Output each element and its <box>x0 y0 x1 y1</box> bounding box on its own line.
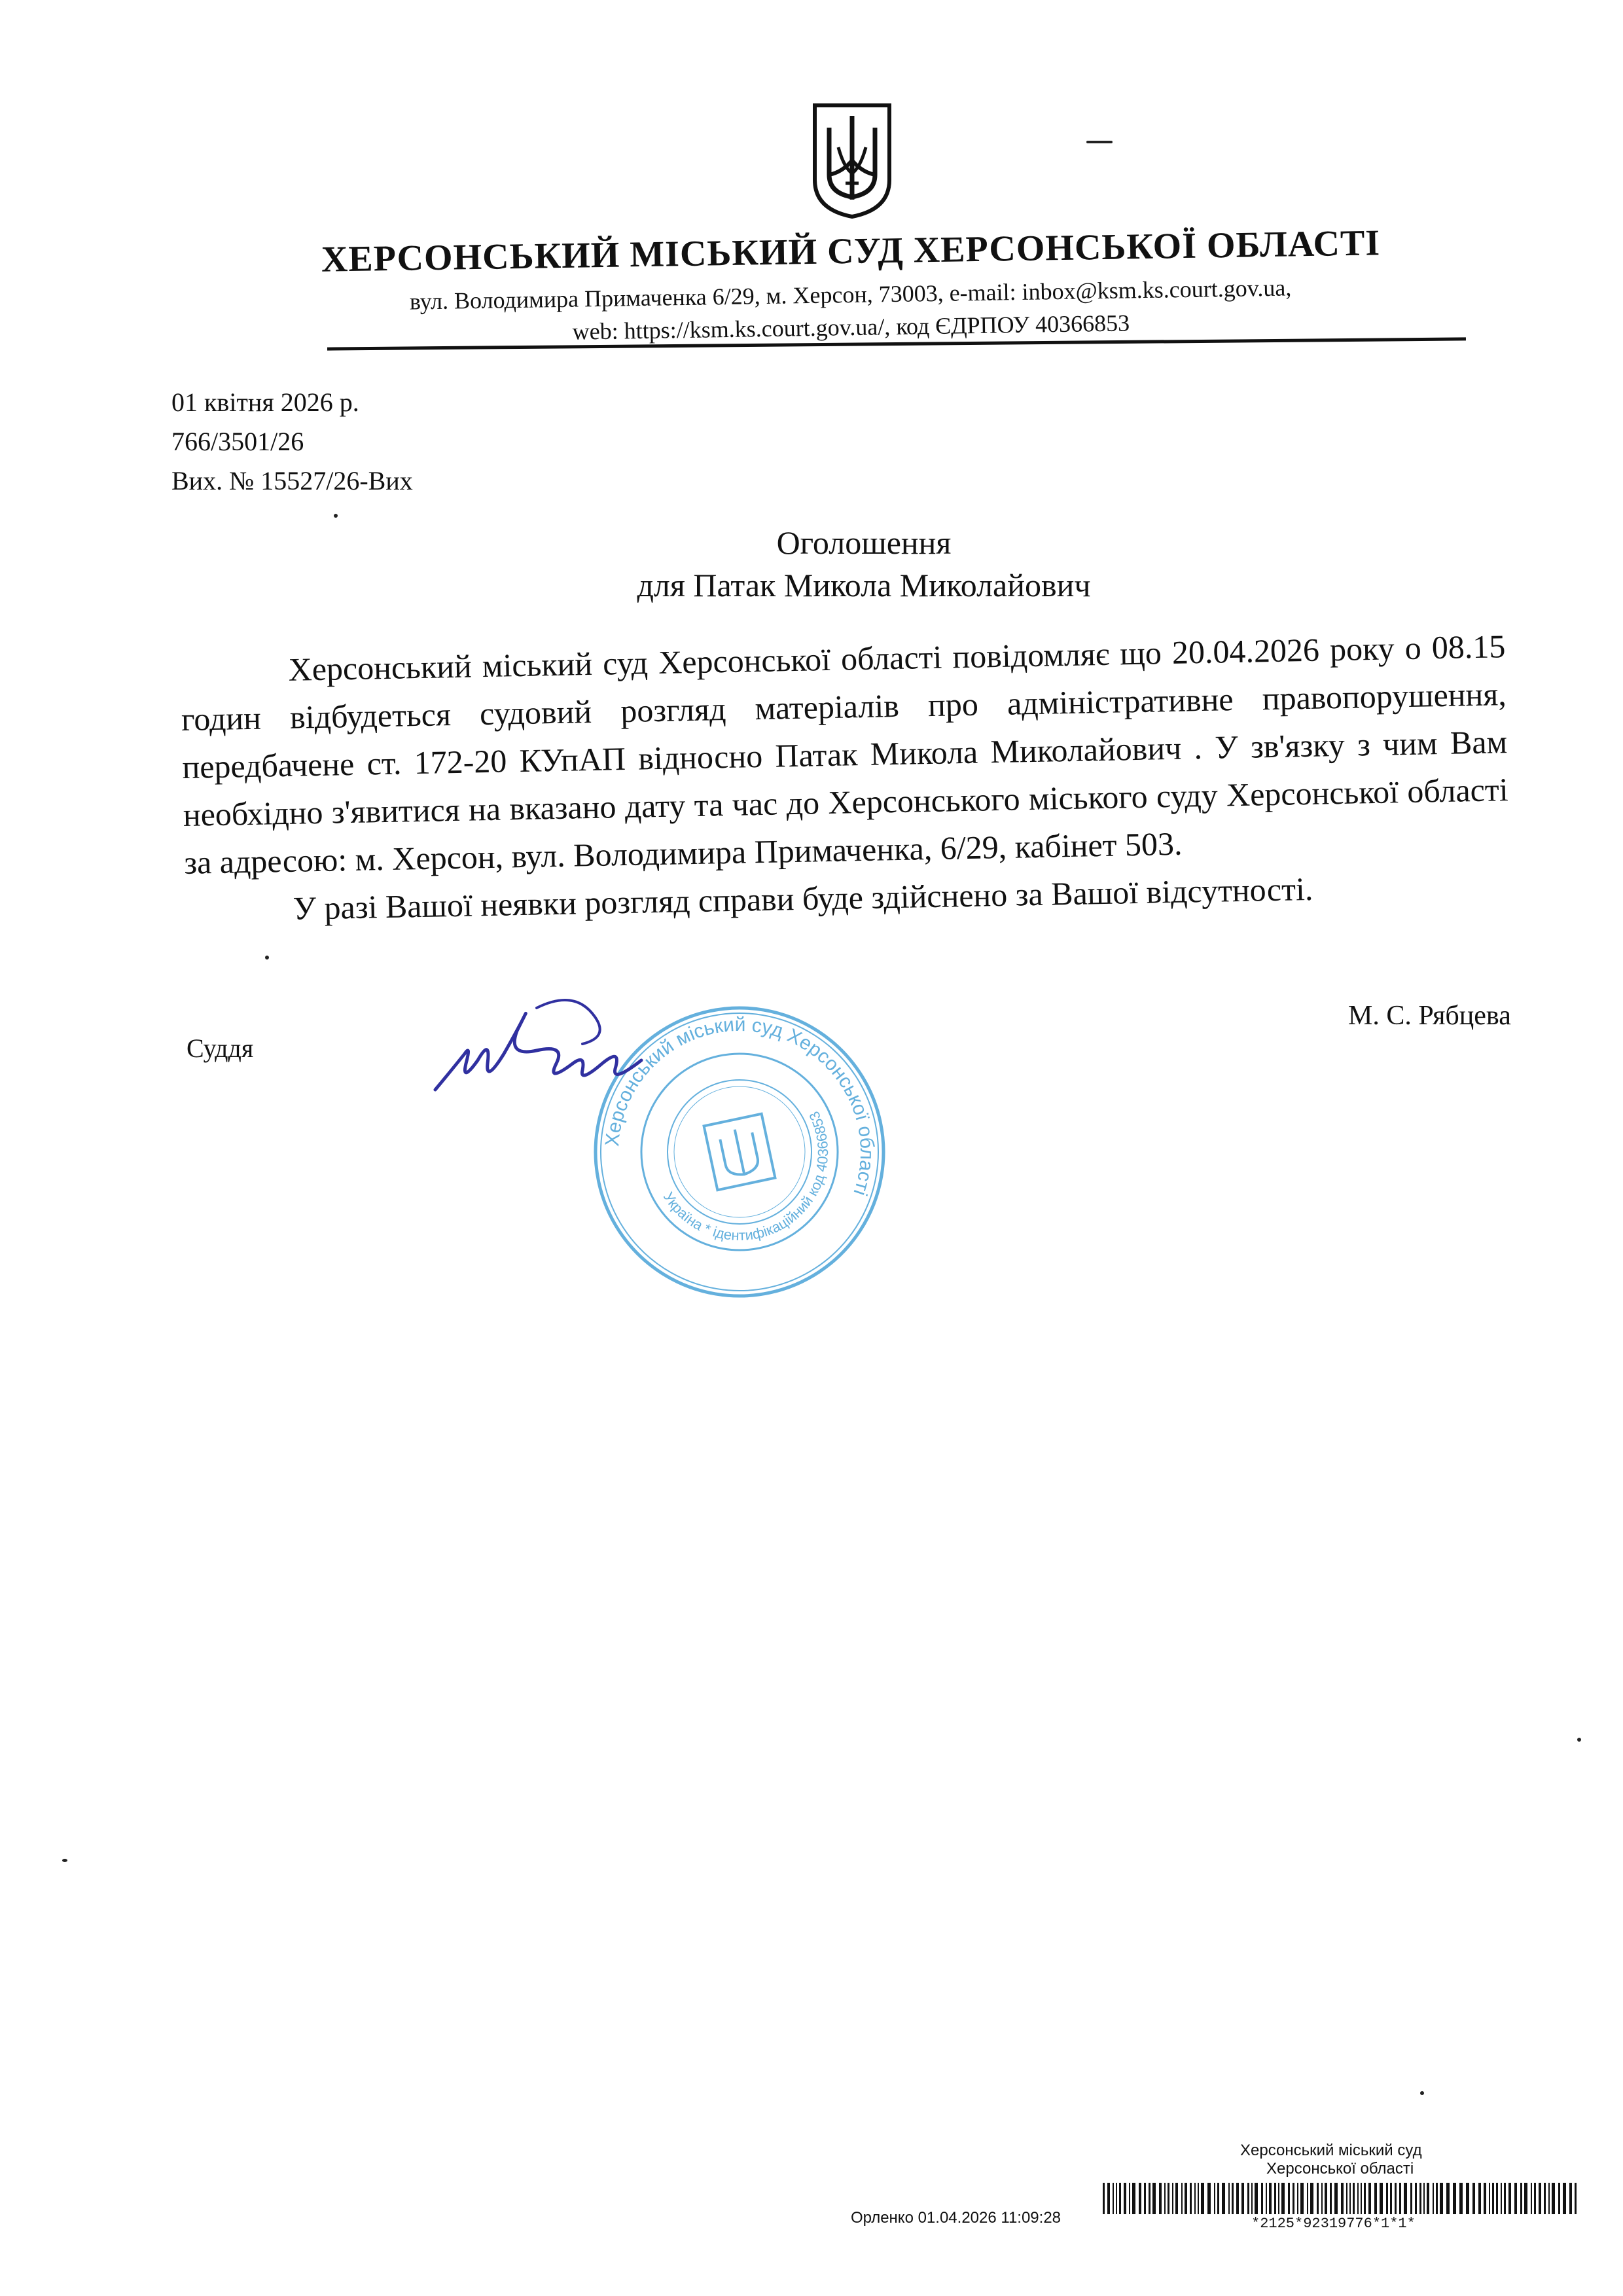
web-line: web: https://ksm.ks.court.gov.ua/, код ЄДРПОУ 40366853 <box>572 310 1130 345</box>
barcode-bar <box>1410 2183 1412 2214</box>
barcode-bar <box>1496 2183 1498 2214</box>
barcode-bar <box>1113 2183 1114 2214</box>
barcode-bar <box>1103 2183 1105 2214</box>
barcode-bar <box>1390 2183 1392 2214</box>
notice-paragraph: Херсонський міський суд Херсонської області повідомляє що 20.04.2026 року о 08.15 годин відбудеться судовий розгляд матеріалів про адміністративне правопорушення, передбачене ст. 172-20 КУпАП відносно Патак Микола Миколайович . У зв'язку з чим Вам необхідно з'явитися на вказано дату та час до Херсонського міського суду Херсонської області за адресою: м. Херсон, вул. Володимира Примаченка, 6/29, кабінет 503. <box>181 628 1509 881</box>
barcode-bar <box>1168 2183 1169 2214</box>
barcode-bar <box>1404 2183 1407 2214</box>
barcode-bar <box>1548 2183 1550 2214</box>
barcode-bar <box>1353 2183 1355 2214</box>
notice-addressee: для Патак Микола Миколайович <box>637 567 1091 603</box>
barcode-bar <box>1321 2183 1323 2214</box>
barcode-bar <box>1466 2183 1469 2214</box>
barcode-bar <box>1107 2183 1110 2214</box>
barcode-bar <box>1484 2183 1486 2214</box>
barcode-bar <box>1346 2183 1347 2214</box>
barcode-bar <box>1207 2183 1211 2214</box>
barcode-bar <box>1395 2183 1397 2214</box>
notice-body <box>180 622 1510 935</box>
barcode-bar <box>1300 2183 1304 2214</box>
barcode-bar <box>1274 2183 1276 2214</box>
barcode-bar <box>1531 2183 1532 2214</box>
judge-role-label: Суддя <box>187 1033 254 1063</box>
notice-paragraph: У разі Вашої неявки розгляд справи буде здійснено за Вашої відсутності. <box>293 870 1313 927</box>
barcode-bar <box>1241 2183 1244 2214</box>
signature-icon <box>425 992 661 1122</box>
barcode-bar <box>1139 2183 1141 2214</box>
barcode-bar <box>1236 2183 1239 2214</box>
barcode-bar <box>1172 2183 1173 2214</box>
barcode-bar <box>1181 2183 1183 2214</box>
footer-court-line: Херсонської області <box>1266 2160 1414 2178</box>
barcode-bar <box>1266 2183 1267 2214</box>
barcode-bar <box>1364 2183 1366 2214</box>
document-date: 01 квітня 2026 р. <box>171 387 359 417</box>
barcode-bar <box>1190 2183 1192 2214</box>
court-title: ХЕРСОНСЬКИЙ МІСЬКИЙ СУД ХЕРСОНСЬКОЇ ОБЛАСТІ <box>321 223 1381 280</box>
outgoing-number: Вих. № 15527/26-Вих <box>171 466 413 495</box>
barcode-bar <box>1374 2183 1377 2214</box>
barcode-bar <box>1436 2183 1438 2214</box>
scan-speck <box>1420 2091 1424 2095</box>
barcode-bar <box>1307 2183 1308 2214</box>
barcode-bar <box>1222 2183 1225 2214</box>
barcode-bar <box>1399 2183 1401 2214</box>
barcode-bar <box>1386 2183 1388 2214</box>
barcode-bar <box>1534 2183 1536 2214</box>
barcode-bar <box>1520 2183 1522 2214</box>
barcode-bar <box>1185 2183 1187 2214</box>
barcode-bar <box>1288 2183 1290 2214</box>
barcode-bar <box>1544 2183 1546 2214</box>
barcode-bar <box>1349 2183 1351 2214</box>
stamp-outer-text: Херсонський міський суд Херсонської області <box>601 1013 878 1198</box>
barcode-bar <box>1281 2183 1285 2214</box>
barcode-bar <box>1504 2183 1506 2214</box>
barcode-bar <box>1119 2183 1121 2214</box>
barcode-bar <box>1297 2183 1298 2214</box>
barcode-bar <box>1427 2183 1429 2214</box>
barcode-bar <box>1201 2183 1204 2214</box>
barcode-bar <box>1149 2183 1150 2214</box>
barcode-bar <box>1144 2183 1146 2214</box>
scan-speck <box>1577 1738 1581 1742</box>
notice-title: Оголошення <box>776 524 952 561</box>
registration-stamp: Орленко 01.04.2026 11:09:28 <box>851 2209 1061 2227</box>
barcode-bar <box>1269 2183 1272 2214</box>
barcode-bar <box>1129 2183 1130 2214</box>
barcode-bar <box>1472 2183 1475 2214</box>
scan-speck <box>62 1859 67 1862</box>
address-line: вул. Володимира Примаченка 6/29, м. Херсон, 73003, e-mail: inbox@ksm.ks.court.gov.ua, <box>409 274 1292 315</box>
barcode-bar <box>1247 2183 1249 2214</box>
scan-speck <box>334 514 338 518</box>
barcode-bar <box>1569 2183 1572 2214</box>
barcode-bar <box>1132 2183 1135 2214</box>
barcode-bar <box>1164 2183 1166 2214</box>
barcode-bar <box>1415 2183 1417 2214</box>
barcode-bar <box>1440 2183 1443 2214</box>
barcode-bar <box>1380 2183 1383 2214</box>
barcode-bar <box>1433 2183 1434 2214</box>
barcode-bar <box>1175 2183 1178 2214</box>
barcode-bar <box>1563 2183 1566 2214</box>
barcode-bar <box>1508 2183 1511 2214</box>
judge-name: М. С. Рябцева <box>1348 1001 1511 1031</box>
barcode-bar <box>1489 2183 1490 2214</box>
barcode-bar <box>1514 2183 1517 2214</box>
barcode-bar <box>1552 2183 1555 2214</box>
barcode-bar <box>1357 2183 1359 2214</box>
barcode-bar <box>1255 2183 1258 2214</box>
barcode-bar <box>1341 2183 1344 2214</box>
barcode-bar <box>1330 2183 1332 2214</box>
barcode-bar <box>1558 2183 1560 2214</box>
barcode-bar <box>1368 2183 1371 2214</box>
barcode-bar <box>1325 2183 1327 2214</box>
barcode-bar <box>1419 2183 1421 2214</box>
barcode-bar <box>1501 2183 1502 2214</box>
barcode-bar <box>1334 2183 1338 2214</box>
barcode-icon <box>1103 2183 1580 2214</box>
barcode-bar <box>1116 2183 1117 2214</box>
barcode-bar <box>1310 2183 1313 2214</box>
barcode-number: *2125*92319776*1*1* <box>1251 2215 1416 2232</box>
barcode-bar <box>1361 2183 1362 2214</box>
barcode-bar <box>1492 2183 1494 2214</box>
barcode-bar <box>1453 2183 1456 2214</box>
barcode-bar <box>1159 2183 1162 2214</box>
stamp-inner-text: Україна * ідентифікаційний код 40366853 <box>660 1109 832 1244</box>
barcode-bar <box>1228 2183 1230 2214</box>
scan-speck <box>1086 141 1113 143</box>
barcode-bar <box>1459 2183 1463 2214</box>
case-number: 766/3501/26 <box>171 427 304 456</box>
barcode-bar <box>1278 2183 1279 2214</box>
footer-court-line: Херсонський міський суд <box>1240 2142 1422 2159</box>
barcode-bar <box>1317 2183 1319 2214</box>
barcode-bar <box>1524 2183 1527 2214</box>
scan-speck <box>265 956 269 960</box>
barcode-bar <box>1575 2183 1577 2214</box>
barcode-bar <box>1152 2183 1156 2214</box>
barcode-bar <box>1124 2183 1126 2214</box>
barcode-bar <box>1217 2183 1219 2214</box>
barcode-bar <box>1251 2183 1253 2214</box>
barcode-bar <box>1423 2183 1425 2214</box>
barcode-bar <box>1539 2183 1541 2214</box>
barcode-bar <box>1478 2183 1481 2214</box>
barcode-bar <box>1232 2183 1234 2214</box>
barcode-bar <box>1293 2183 1294 2214</box>
coat-of-arms-icon <box>810 101 895 219</box>
barcode-bar <box>1214 2183 1215 2214</box>
barcode-bar <box>1194 2183 1196 2214</box>
barcode-bar <box>1446 2183 1450 2214</box>
barcode-bar <box>1261 2183 1263 2214</box>
barcode-bar <box>1198 2183 1199 2214</box>
